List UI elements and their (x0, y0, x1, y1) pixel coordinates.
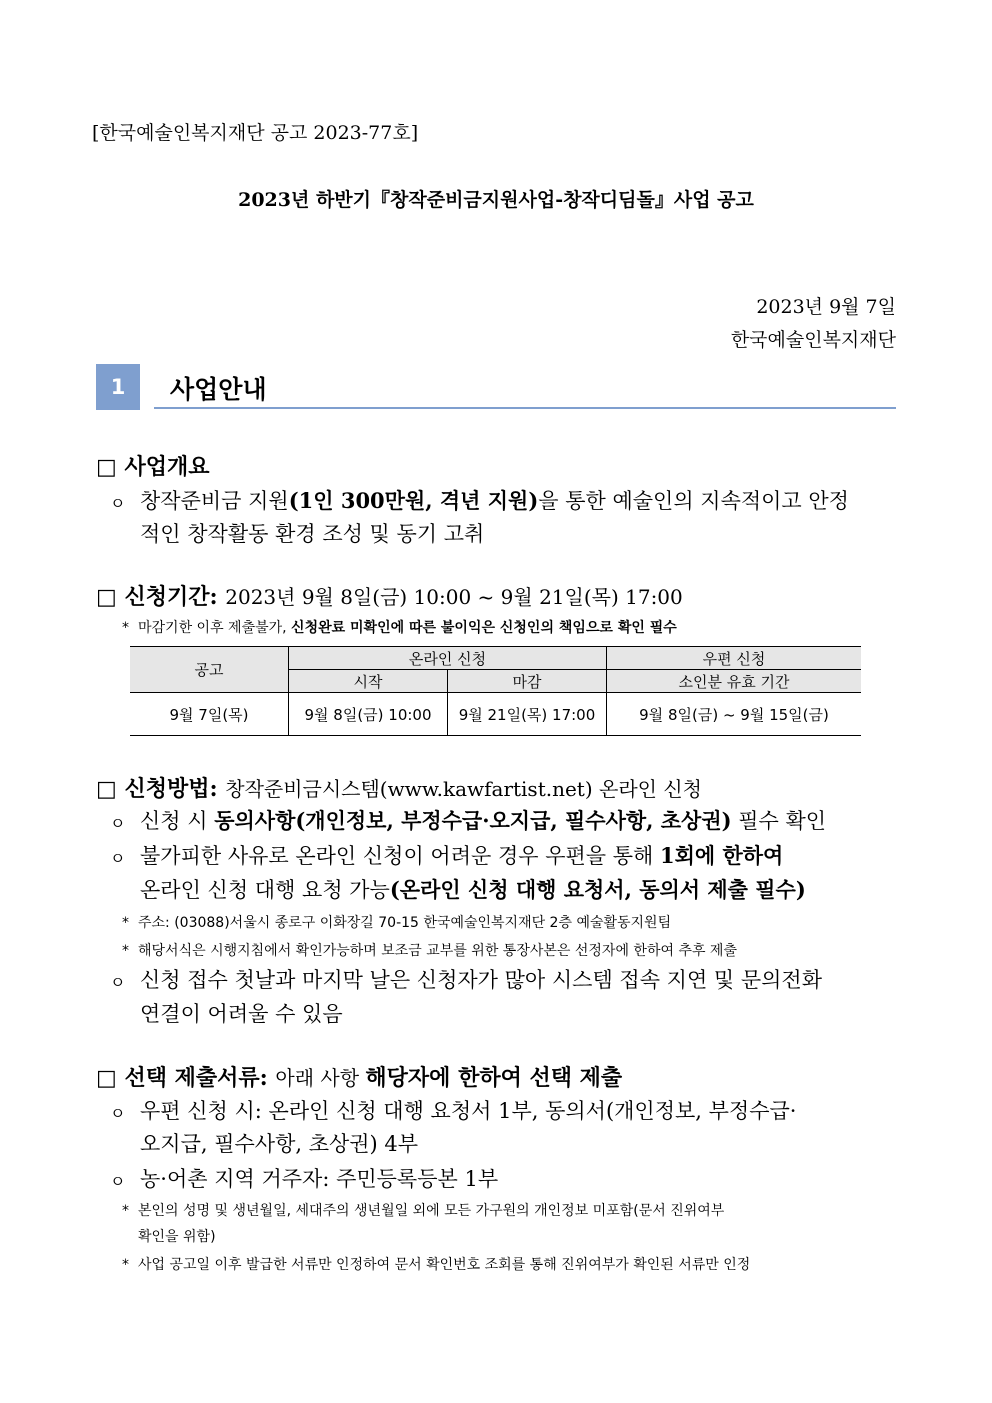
note-mark: * (122, 943, 129, 959)
note-mark: * (122, 620, 129, 636)
text-bold: 해당자에 한하여 선택 제출 (365, 1065, 623, 1091)
cell-end: 9월 21일(목) 17:00 (448, 693, 607, 736)
header-stamp: 소인분 유효 기간 (607, 670, 862, 693)
text: 온라인 신청 대행 요청 가능 (140, 878, 390, 902)
text: 사업 공고일 이후 발급한 서류만 인정하여 문서 확인번호 조회를 통해 진위여부가 확인된 서류만 인정 (138, 1257, 751, 1273)
cell-start: 9월 8일(금) 10:00 (289, 693, 448, 736)
section-number-badge: 1 (96, 364, 140, 410)
docs-note-1 (122, 1200, 724, 1220)
docs-heading (96, 1061, 622, 1092)
organization-name: 한국예술인복지재단 (730, 329, 896, 351)
text-bold: (1인 300만원, 격년 지원) (288, 488, 539, 513)
method-bullet-2-cont (140, 874, 806, 904)
text: 필수 확인 (731, 809, 827, 833)
period-heading (96, 580, 683, 611)
bullet-mark: ㅇ (110, 814, 126, 833)
method-heading (96, 772, 702, 803)
cell-post: 9월 8일(금) ~ 9월 15일(금) (607, 693, 862, 736)
method-label: □ 신청방법: (96, 776, 218, 802)
section-divider (154, 407, 896, 409)
period-note (122, 617, 677, 637)
docs-note-2 (122, 1254, 750, 1274)
text: 주소: (03088)서울시 종로구 이화장길 70-15 한국예술인복지재단 2층 예술활동지원팀 (138, 915, 672, 931)
header-end: 마감 (448, 670, 607, 693)
bullet-mark: ㅇ (110, 1104, 126, 1123)
header-online: 온라인 신청 (289, 647, 607, 670)
text: 을 통한 예술인의 지속적이고 안정 (538, 489, 849, 513)
overview-bullet-1-cont: 적인 창작활동 환경 조성 및 동기 고취 (140, 522, 485, 546)
text: 신청 접수 첫날과 마지막 날은 신청자가 많아 시스템 접속 지연 및 문의전화 (140, 968, 823, 992)
text-bold: 신청완료 미확인에 따른 불이익은 신청인의 책임으로 확인 필수 (291, 620, 677, 636)
notice-number: [한국예술인복지재단 공고 2023-77호] (92, 122, 419, 144)
method-bullet-1 (110, 805, 826, 835)
method-note-1 (122, 912, 671, 932)
method-bullet-2 (110, 840, 783, 870)
text: 불가피한 사유로 온라인 신청이 어려운 경우 우편을 통해 (140, 844, 660, 868)
cell-notice-date: 9월 7일(목) (130, 693, 289, 736)
text-bold: 동의사항(개인정보, 부정수급·오지급, 필수사항, 초상권) (214, 808, 732, 833)
text: 해당서식은 시행지침에서 확인가능하며 보조금 교부를 위한 통장사본은 선정자에 한하여 추후 제출 (138, 943, 737, 959)
overview-heading: □ 사업개요 (96, 454, 210, 480)
header-post: 우편 신청 (607, 647, 862, 670)
method-value: 창작준비금시스템(www.kawfartist.net) 온라인 신청 (225, 777, 702, 801)
note-mark: * (122, 1203, 129, 1219)
text-bold: (온라인 신청 대행 요청서, 동의서 제출 필수) (389, 877, 806, 902)
header-start: 시작 (289, 670, 448, 693)
text: 우편 신청 시: 온라인 신청 대행 요청서 1부, 동의서(개인정보, 부정수급· (140, 1099, 797, 1123)
bullet-mark: ㅇ (110, 1172, 126, 1191)
notice-date: 2023년 9월 7일 (756, 296, 896, 318)
period-label: □ 신청기간: (96, 584, 218, 610)
text: 신청 시 (140, 809, 215, 833)
bullet-mark: ㅇ (110, 973, 126, 992)
method-bullet-3 (110, 964, 822, 994)
docs-note-1-cont: 확인을 위함) (138, 1229, 216, 1245)
method-note-2 (122, 940, 737, 960)
header-notice: 공고 (130, 647, 289, 693)
period-value: 2023년 9월 8일(금) 10:00 ~ 9월 21일(목) 17:00 (225, 585, 683, 609)
text: 아래 사항 (275, 1066, 366, 1090)
note-mark: * (122, 1257, 129, 1273)
section-title: 사업안내 (170, 375, 267, 404)
note-mark: * (122, 915, 129, 931)
docs-bullet-1 (110, 1095, 796, 1125)
bullet-mark: ㅇ (110, 849, 126, 868)
overview-bullet-1 (110, 485, 849, 515)
docs-bullet-1-cont: 오지급, 필수사항, 초상권) 4부 (140, 1132, 419, 1156)
docs-label: □ 선택 제출서류: (96, 1065, 268, 1091)
schedule-table (130, 646, 861, 736)
bullet-mark: ㅇ (110, 494, 126, 513)
text: 창작준비금 지원 (140, 489, 289, 513)
text: 농·어촌 지역 거주자: 주민등록등본 1부 (140, 1167, 499, 1191)
text: 마감기한 이후 제출불가, (138, 620, 292, 636)
text: 본인의 성명 및 생년월일, 세대주의 생년월일 외에 모든 가구원의 개인정보 미포함(문서 진위여부 (138, 1203, 725, 1219)
text-bold: 1회에 한하여 (659, 843, 784, 868)
document-title: 2023년 하반기『창작준비금지원사업-창작디딤돌』사업 공고 (238, 189, 754, 211)
docs-bullet-2 (110, 1163, 498, 1193)
method-bullet-3-cont: 연결이 어려울 수 있음 (140, 1002, 343, 1026)
